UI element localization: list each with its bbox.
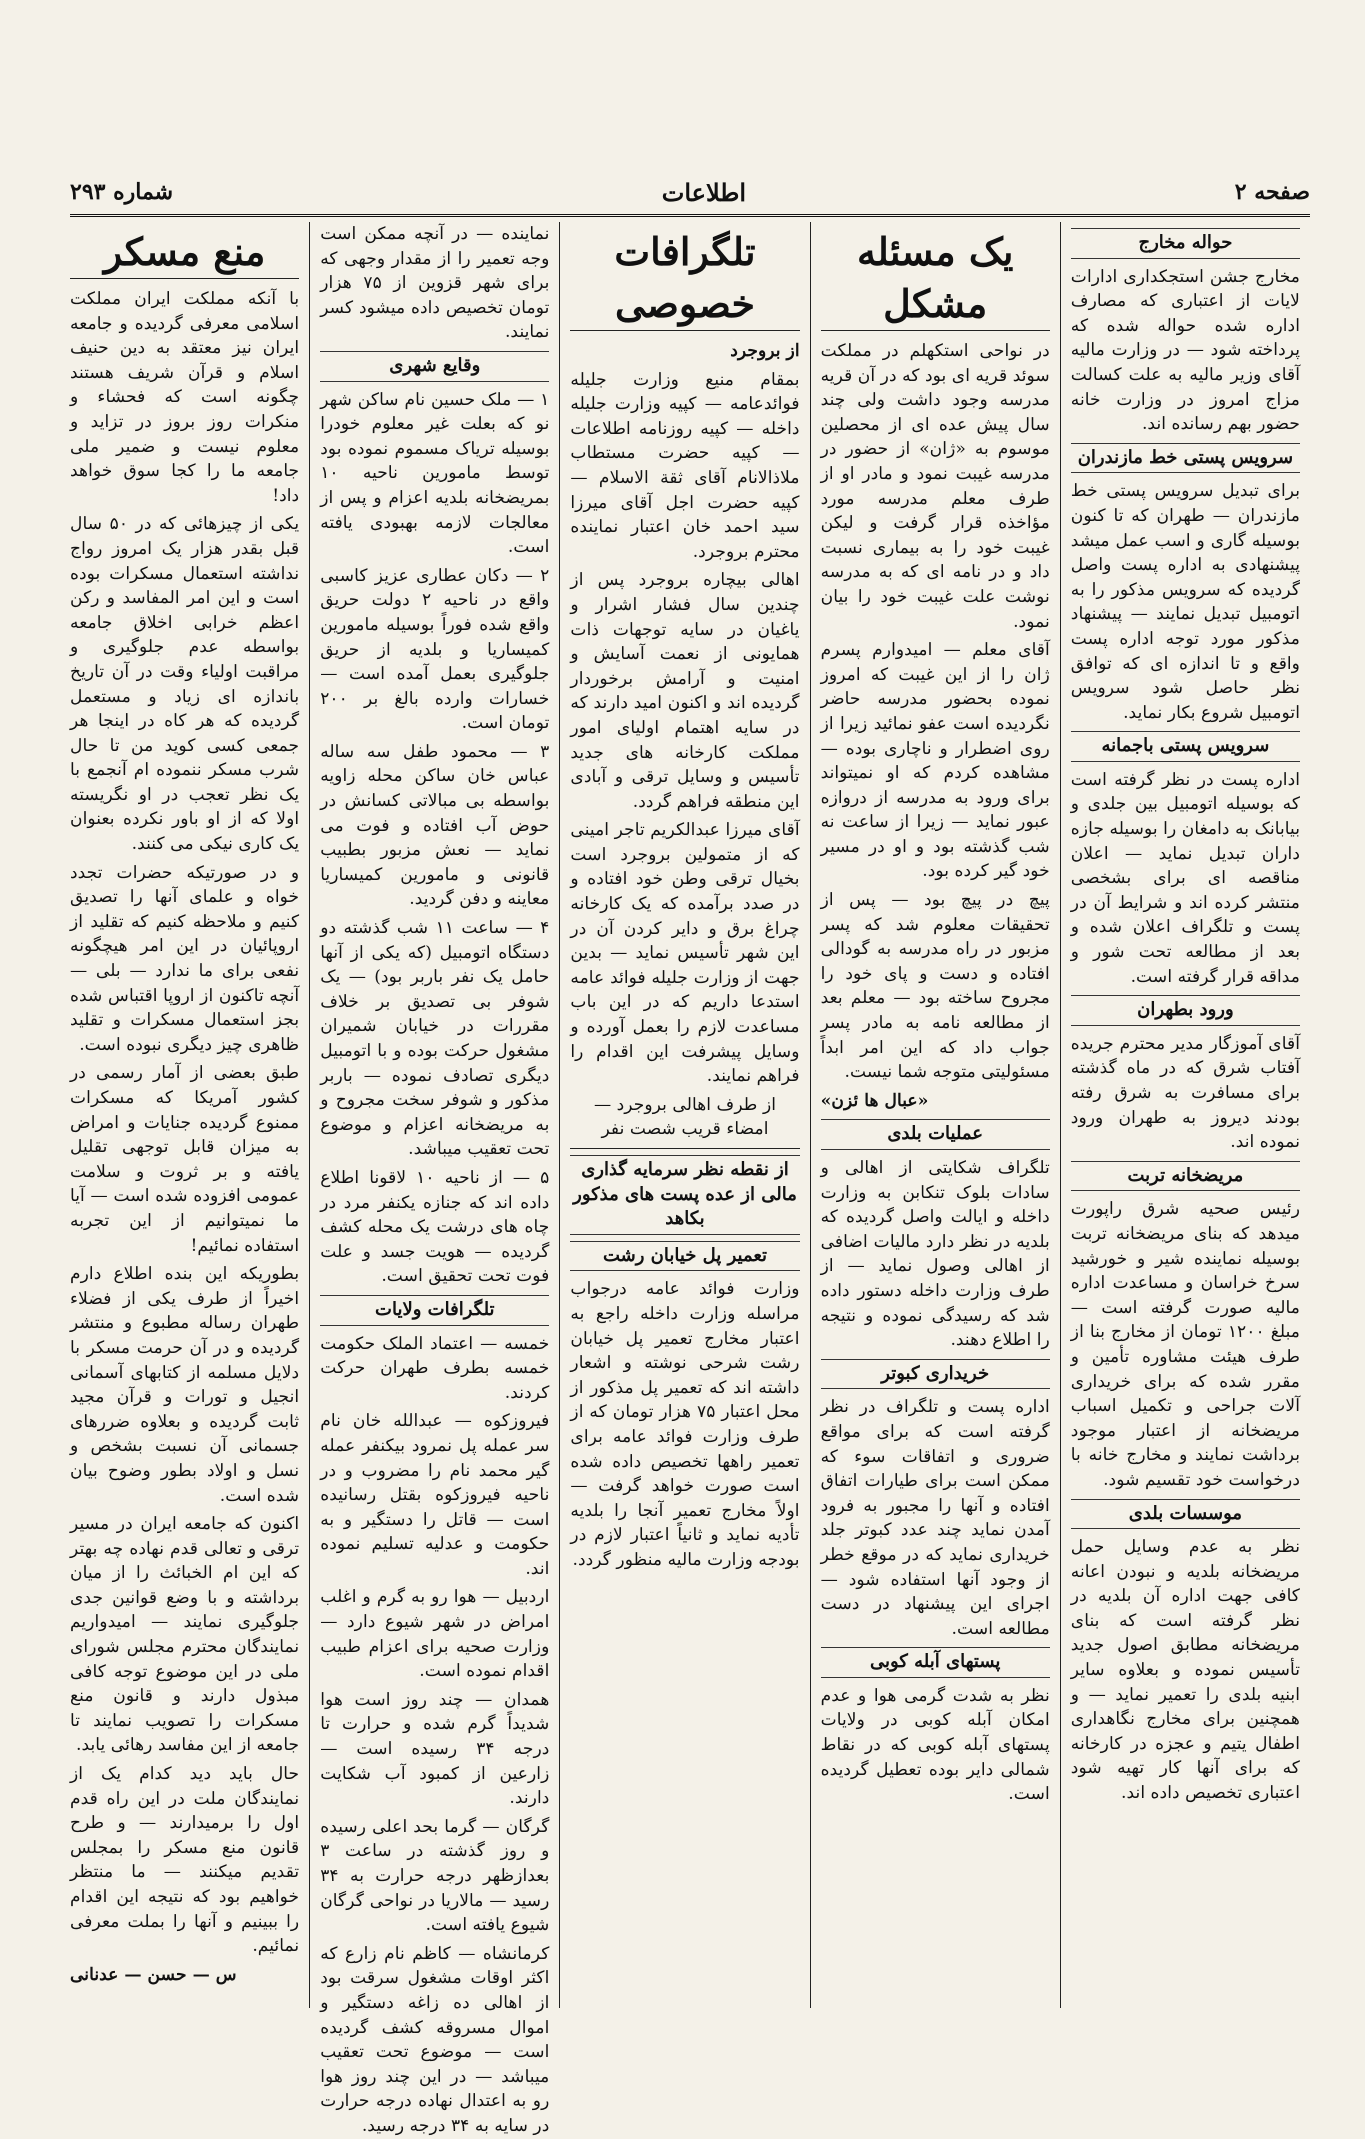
heading-municipal-works: عملیات بلدی [821, 1119, 1050, 1150]
paragraph: در نواحی استکهلم در مملکت سوئد قریه ای بود که در آن قریه مدرسه وجود داشت ولی چند سال پیش عده ای از محصلین موسوم به «ژان» از حضور در مدرسه غیبت نمود و مادر او از طرف معلم مدرسه مورد مؤاخذه قرار گرفت و لیکن غیبت خود را به بیماری نسبت داد و در نامه ای که به مدرسه نوشت علت غیبت خود را بیان نمود. [820, 341, 1050, 632]
heading-provincial-telegrams: تلگرافات ولایات [320, 1295, 549, 1326]
headline-prohibition: منع مسکر [70, 226, 299, 279]
paragraph: رئیس صحیه شرق راپورت میدهد که بنای مریضخانه تربت بوسیله نماینده شیر و خورشید سرخ خراسان و مساعدت اداره مالیه صورت گرفته است — مبلغ ۱۲۰۰ تومان از مخارج بنا از طرف هیئت مشاوره تأمین و مقرر شده که برای خریداری آلات جراحی و تکمیل اسباب مریضخانه از اعتبار موجود برداشت نمایند و مخارج خانه با درخواست خود تقسیم شود. [1070, 1199, 1300, 1490]
dateline: از بروجرد [730, 341, 800, 361]
paragraph: اداره پست در نظر گرفته است که بوسیله اتومبیل بین جلدی و بیابانک به دامغان را بوسیله جازه داران تبدیل نماید — اعلان مناقصه ای برای بشخصی منتشر کرده اند و شرایط آن در پست و تلگراف اعلان شده و بعد از مطالعه تحت شور و مداقه قرار گرفته است. [1070, 769, 1300, 987]
paragraph: اکنون که جامعه ایران در مسیر ترقی و تعالی قدم نهاده چه بهتر که این ام الخبائث را از میان برداشته و با وضع قوانین جدی جلوگیری نمایند — امیدواریم نمایندگان محترم مجلس شورای ملی در این موضوع توجه کافی مبذول دارند و قانون منع مسکرات را تصویب نمایند تا جامعه از این مفاسد رهائی یابد. [69, 1514, 300, 1756]
paragraph: و در صورتیکه حضرات تجدد خواه و علمای آنها را تصدیق کنیم و ملاحظه کنیم که تقلید از اروپائیان در این امر هیچگونه نفعی برای ما ندارد — بلی — آنچه تاکنون از اروپا اقتباس شده بجز استعمال مسکرات و تقلید ظاهری چیز دیگری نبوده است. [69, 862, 300, 1055]
heading-financial: از نقطه نظر سرمایه گذاری مالی از عده پست های مذکور بکاهد [570, 1155, 799, 1235]
paragraph: بمقام منیع وزارت جلیله فوائدعامه — کپیه وزارت جلیله داخله — کپیه روزنامه اطلاعات — کپیه حضرت مستطاب ملاذالانام آقای ثقة الاسلام — کپیه حضرت اجل آقای میرزا سید احمد خان اعتبار نماینده محترم بروجرد. [570, 369, 800, 562]
heading-municipal: موسسات بلدی [1071, 1499, 1300, 1530]
paragraph: ۵ — از ناحیه ۱۰ لاقونا اطلاع داده اند که جنازه یکنفر مرد در چاه های درشت یک محله کشف گردیده — هویت جسد و علت فوت تحت تحقیق است. [320, 1167, 550, 1287]
page-label: صفحه ۲ [1234, 179, 1310, 205]
columns [60, 222, 1310, 2136]
heading-mazandaran-post: سرویس پستی خط مازندران [1071, 443, 1300, 474]
paragraph: نظر به عدم وسایل حمل مریضخانه بلدیه و نبودن اعانه کافی جهت اداره آن بلدیه در نظر گرفته است که بنای مریضخانه مطابق اصول جدید تأسیس نموده و بعلاوه سایر ابنیه بلدی را تعمیر نماید — و همچنین برای مخارج نگاهداری اطفال یتیم و عجزه در کارخانه که برای آنها کار تهیه شود اعتباری تخصیص داده اند. [1070, 1537, 1300, 1804]
paragraph: ۳ — محمود طفل سه ساله عباس خان ساکن محله زاویه بواسطه بی مبالاتی کسانش در حوض آب افتاده و فوت می نماید — نعش مزبور بطبیب قانونی و مامورین کمیساریا معاینه و دفن گردید. [320, 741, 550, 910]
paragraph: طبق بعضی از آمار رسمی در کشور آمریکا که مسکرات ممنوع گردیده جنایات و امراض به میزان قابل توجهی تقلیل یافته و بر ثروت و سلامت عمومی افزوده شده است — آیا ما نمیتوانیم از این تجربه استفاده نمائیم! [69, 1063, 300, 1256]
issue-label: شماره ۲۹۳ [70, 179, 174, 205]
column-4 [309, 222, 559, 2136]
paragraph: گرگان — گرما بحد اعلی رسیده و روز گذشته در ساعت ۳ بعدازظهر درجه حرارت به ۳۴ رسید — مالاریا در نواحی گرگان شیوع یافته است. [320, 1816, 550, 1936]
paragraph: نظر به شدت گرمی هوا و عدم امکان آبله کوبی در ولایات پستهای آبله کوبی که در نقاط شمالی دایر بوده تعطیل گردیده است. [820, 1685, 1050, 1805]
column-2 [810, 222, 1060, 2008]
paragraph: خمسه — اعتماد الملک حکومت خمسه بطرف طهران حرکت کردند. [320, 1333, 550, 1403]
paragraph: وزارت فوائد عامه درجواب مراسله وزارت داخله راجع به اعتبار مخارج تعمیر پل خیابان رشت شرحی نوشته و اشعار داشته اند که تعمیر پل مذکور از محل اعتبار ۷۵ هزار تومان که از طرف وزارت فوائد عامه برای تعمیر راهها تخصیص داده شده است صورت خواهد گرفت — اولاً مخارج تعمیر آنجا را بلدیه تأدیه نماید و ثانیاً اعتبار لازم در بودجه وزارت مالیه منظور گردد. [570, 1279, 800, 1570]
paragraph: آقای معلم — امیدوارم پسرم ژان را از این غیبت که امروز نموده بحضور مدرسه حاضر نگردیده است عفو نمائید زیرا از روی اضطرار و ناچاری بوده — مشاهده کردم که او نمیتواند برای ورود به مدرسه از دروازه عبور نماید — زیرا از ساعت نه شب گذشته بود و او در مسیر خود گیر کرده بود. [820, 640, 1050, 882]
column-1 [1060, 222, 1310, 2008]
heading-bajmaneh-post: سرویس پستی باجمانه [1071, 731, 1300, 762]
headline-difficult-problem: یک مسئله مشکل [821, 226, 1050, 331]
paragraph: با آنکه مملکت ایران مملکت اسلامی معرفی گردیده و جامعه ایران نیز معتقد به دین حنیف اسلام و قرآن شریف هستند چگونه است که فحشاء و منکرات روز بروز در تزاید و معلوم نیست و ضمیر ملی جامعه ما را کجا سوق خواهد داد! [69, 289, 300, 506]
column-3 [559, 222, 809, 2008]
paragraph: کرمانشاه — کاظم نام زارع که اکثر اوقات مشغول سرقت بود از اهالی ده زاغه دستگیر و اموال مسروقه کشف گردیده است — موضوع تحت تعقیب میباشد — در این چند روز هوا رو به اعتدال نهاده درجه حرارت در سایه به ۳۴ درجه رسید. [320, 1943, 550, 2136]
paragraph: بطوریکه این بنده اطلاع دارم اخیراً از طرف یکی از فضلاء طهران رساله مطبوع و منتشر گردیده و در آن حرمت مسکر با دلایل مسلمه از کتابهای آسمانی انجیل و تورات و قرآن مجید ثابت گردیده و بعلاوه ضررهای جسمانی آن نسبت بشخص و نسل و اولاد بطور وضوح بیان شده است. [69, 1264, 300, 1506]
paragraph: همدان — چند روز است هوا شدیداً گرم شده و حرارت تا درجه ۳۴ رسیده است — زارعین از کمبود آب شکایت دارند. [320, 1689, 550, 1809]
paragraph: ۲ — دکان عطاری عزیز کاسبی واقع در ناحیه ۲ دولت حریق واقع شده فوراً بوسیله مامورین کمیساریا و بلدیه از حریق جلوگیری بعمل آمده است — خسارات وارده بالغ بر ۲۰۰ تومان است. [320, 565, 550, 734]
divider [570, 1148, 799, 1149]
masthead [70, 170, 1310, 217]
article-signature: س — حسن — عدنانی [69, 1964, 237, 1985]
heading-arrival: ورود بطهران [1071, 995, 1300, 1026]
paragraph: نماینده — در آنچه ممکن است وجه تعمیر را از مقدار وجهی که برای شهر قزوین از ۷۵ هزار تومان تخصیص داده میشود کسر نمایند. [320, 224, 550, 343]
paragraph: آقای آموزگار مدیر محترم جریده آفتاب شرق که در ماه گذشته برای مسافرت به شرق رفته بودند دیروز به طهران ورود نموده اند. [1070, 1033, 1300, 1153]
heading-remittance: حواله مخارج [1071, 228, 1300, 259]
paper-name: اطلاعات [661, 177, 747, 207]
paragraph: اهالی بیچاره بروجرد پس از چندین سال فشار اشرار و یاغیان در سایه توجهات ذات همایونی از نعمت آسایش و امنیت و آرامش برخوردار گردیده اند و اکنون امید دارند که در سایه اهتمام اولیای امور مملکت کارخانه های جدید تأسیس و وسایل ترقی و آبادی این منطقه فراهم گردد. [570, 570, 800, 812]
paragraph: فیروزکوه — عبدالله خان نام سر عمله پل نمرود بیکنفر عمله گیر محمد نام را مضروب و در ناحیه فیروزکوه بقتل رسانیده است — قاتل را دستگیر و به حکومت و عدلیه تسلیم نموده اند. [320, 1411, 550, 1579]
article-signature: «عبال ها ئزن» [820, 1090, 929, 1111]
paragraph: ۴ — ساعت ۱۱ شب گذشته دو دستگاه اتومبیل (که یکی از آنها حامل یک نفر باربر بود) — یک شوفر بی تصدیق بر خلاف مقررات در خیابان شمیران مشغول حرکت بوده و با اتومبیل دیگری تصادف نموده — باربر مذکور و شوفر سخت مجروح و به مریضخانه اعزام و موضوع تحت تعقیب میباشد. [320, 918, 550, 1160]
paragraph: از طرف اهالی بروجرد — امضاء قریب شصت نفر [593, 1094, 777, 1140]
paragraph: اردبیل — هوا رو به گرم و اغلب امراض در شهر شیوع دارد — وزارت صحیه برای اعزام طبیب اقدام نموده است. [320, 1587, 550, 1682]
paragraph: تلگراف شکایتی از اهالی و سادات بلوک تنکابن به وزارت داخله و ایالت واصل گردیده که بلدیه در نظر دارد مالیات اضافی از اهالی وصول نماید — از طرف وزارت داخله دستور داده شد که رسیدگی نموده و نتیجه را اطلاع دهند. [820, 1158, 1050, 1351]
paragraph: حال باید دید کدام یک از نمایندگان ملت در این راه قدم اول را برمیدارند — و طرح قانون منع مسکر را بمجلس تقدیم میکنند — ما منتظر خواهیم بود که نتیجه این اقدام را ببینیم و آنها را بملت معرفی نمائیم. [69, 1764, 300, 1957]
heading-vaccination: پستهای آبله کوبی [821, 1647, 1050, 1678]
heading-city-events: وقایع شهری [320, 351, 549, 382]
heading-torbat-hospital: مریضخانه تربت [1071, 1161, 1300, 1192]
paragraph: آقای میرزا عبدالکریم تاجر امینی که از متمولین بروجرد است بخیال ترقی وطن خود افتاده و در صدد برآمده که یک کارخانه چراغ برق و دایر کردن آن در این شهر تأسیس نماید — بدین جهت از وزارت جلیله فوائد عامه استدعا داریم که در این باب مساعدت لازم را بعمل آورده و وسایل پیشرفت این اقدام را فراهم نمایند. [570, 820, 800, 1087]
column-5 [60, 222, 309, 2008]
headline-private-telegrams: تلگرافات خصوصی [570, 226, 799, 331]
heading-rasht-bridge: تعمیر پل خیابان رشت [570, 1241, 799, 1272]
paragraph: برای تبدیل سرویس پستی خط مازندران — طهران که تا کنون بوسیله گاری و اسب عمل میشد پیشنهادی به اداره پست واصل گردیده که سرویس مذکور را به اتومبیل تبدیل نمایند — پیشنهاد مذکور مورد توجه اداره پست واقع و تا اندازه ای که توافق نظر حاصل شود سرویس اتومبیل شروع بکار نماید. [1070, 481, 1300, 723]
heading-pigeons: خریداری کبوتر [821, 1359, 1050, 1390]
paragraph: مخارج جشن استجکداری ادارات لایات از اعتباری که مصارف اداره شده حواله شده که پرداخته شود — در وزارت مالیه آقای وزیر مالیه به علت کسالت مزاج امروز در وزارت خانه حضور بهم رسانده اند. [1070, 266, 1300, 435]
paragraph: یکی از چیزهائی که در ۵۰ سال قبل بقدر هزار یک امروز رواج نداشته استعمال مسکرات بوده است و این امر المفاسد و رکن اعظم خرابی اخلاق جامعه بواسطه عدم جلوگیری و مراقبت اولیاء وقت در آن تاریخ باندازه ای زیاد و مستعمل گردیده که هر کاه در اینجا هر جمعی کسی کوید من تا حال شرب مسکر ننموده ام آنجمع با یک نظر تعجب در او نگریسته اولا که از او باور نکرده بعنوان یک کاری نیکی می کنند. [69, 514, 300, 855]
paragraph: اداره پست و تلگراف در نظر گرفته است که برای مواقع ضروری و اتفاقات سوء که ممکن است برای طیارات اتفاق افتاده و آنها را مجبور به فرود آمدن نماید چند عدد کبوتر جلد خریداری نماید که در موقع خطر از وجود آنها استفاده شود — اجرای این پیشنهاد در دست مطالعه است. [820, 1397, 1050, 1639]
paragraph: ۱ — ملک حسین نام ساکن شهر نو که بعلت غیر معلوم خودرا بوسیله تریاک مسموم نموده بود توسط مامورین ناحیه ۱۰ بمریضخانه بلدیه اعزام و پس از معالجات لازمه بهبودی یافته است. [320, 389, 550, 558]
paragraph: پیچ در پیچ بود — پس از تحقیقات معلوم شد که پسر مزبور در راه مدرسه به گودالی افتاده و دست و پای خود را مجروح ساخته بود — معلم بعد از مطالعه نامه به مادر پسر جواب داد که این امر ابداً مسئولیتی متوجه شما نیست. [820, 890, 1050, 1083]
